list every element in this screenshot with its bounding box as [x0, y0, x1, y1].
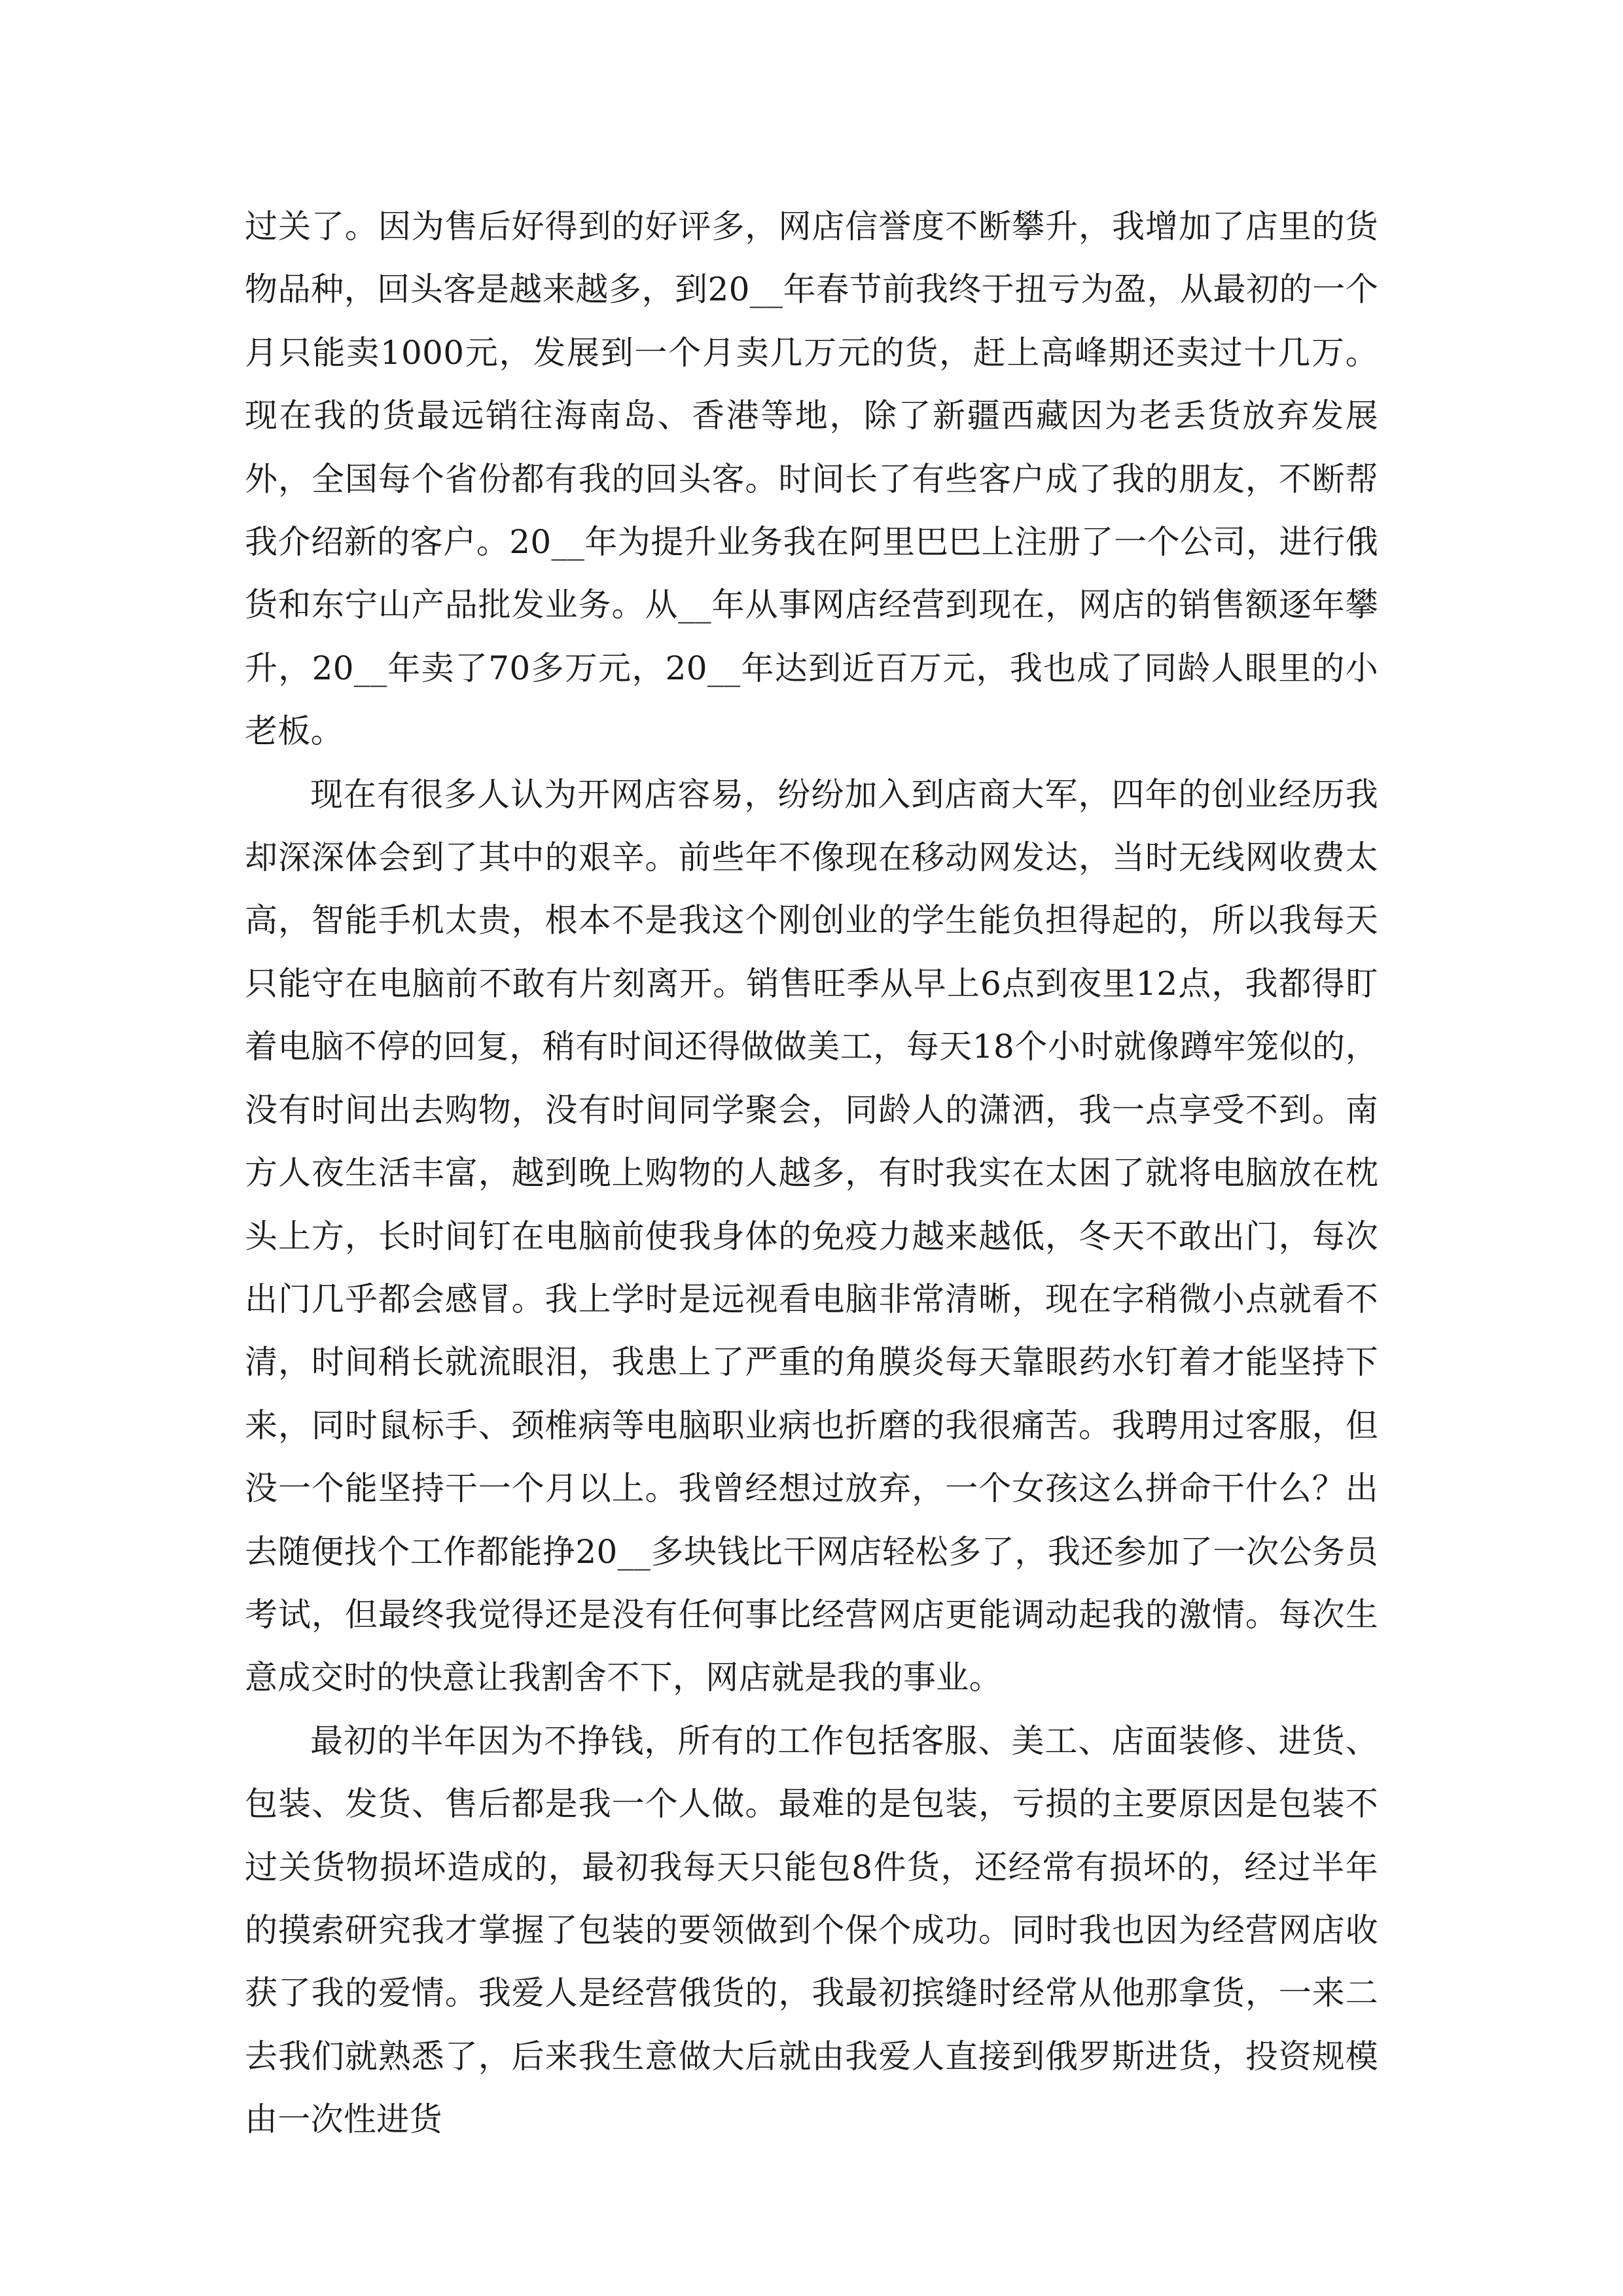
- document-body: [245, 195, 1378, 2151]
- paragraph-1: 过关了。因为售后好得到的好评多，网店信誉度不断攀升，我增加了店里的货物品种，回头客是越来越多，到20__年春节前我终于扭亏为盈，从最初的一个月只能卖1000元，发展到一个月卖几万元的货，赶上高峰期还卖过十几万。现在我的货最远销往海南岛、香港等地，除了新疆西藏因为老丢货放弃发展外，全国每个省份都有我的回头客。时间长了有些客户成了我的朋友，不断帮我介绍新的客户。20__年为提升业务我在阿里巴巴上注册了一个公司，进行俄货和东宁山产品批发业务。从__年从事网店经营到现在，网店的销售额逐年攀升，20__年卖了70多万元，20__年达到近百万元，我也成了同龄人眼里的小老板。: [245, 207, 1378, 751]
- paragraph-2: 现在有很多人认为开网店容易，纷纷加入到店商大军，四年的创业经历我却深深体会到了其中的艰辛。前些年不像现在移动网发达，当时无线网收费太高，智能手机太贵，根本不是我这个刚创业的学生能负担得起的，所以我每天只能守在电脑前不敢有片刻离开。销售旺季从早上6点到夜里12点，我都得盯着电脑不停的回复，稍有时间还得做做美工，每天18个小时就像蹲牢笼似的，没有时间出去购物，没有时间同学聚会，同龄人的潇洒，我一点享受不到。南方人夜生活丰富，越到晚上购物的人越多，有时我实在太困了就将电脑放在枕头上方，长时间钉在电脑前使我身体的免疫力越来越低，冬天不敢出门，每次出门几乎都会感冒。我上学时是远视看电脑非常清晰，现在字稍微小点就看不清，时间稍长就流眼泪，我患上了严重的角膜炎每天靠眼药水钉着才能坚持下来，同时鼠标手、颈椎病等电脑职业病也折磨的我很痛苦。我聘用过客服，但没一个能坚持干一个月以上。我曾经想过放弃，一个女孩这么拼命干什么？出去随便找个工作都能挣20__多块钱比干网店轻松多了，我还参加了一次公务员考试，但最终我觉得还是没有任何事比经营网店更能调动起我的激情。每次生意成交时的快意让我割舍不下，网店就是我的事业。: [245, 775, 1378, 1697]
- paragraph-3: 最初的半年因为不挣钱，所有的工作包括客服、美工、店面装修、进货、包装、发货、售后都是我一个人做。最难的是包装，亏损的主要原因是包装不过关货物损坏造成的，最初我每天只能包8件货，还经常有损坏的，经过半年的摸索研究我才掌握了包装的要领做到个保个成功。同时我也因为经营网店收获了我的爱情。我爱人是经营俄货的，我最初摈缝时经常从他那拿货，一来二去我们就熟悉了，后来我生意做大后就由我爱人直接到俄罗斯进货，投资规模由一次性进货: [245, 1721, 1378, 2139]
